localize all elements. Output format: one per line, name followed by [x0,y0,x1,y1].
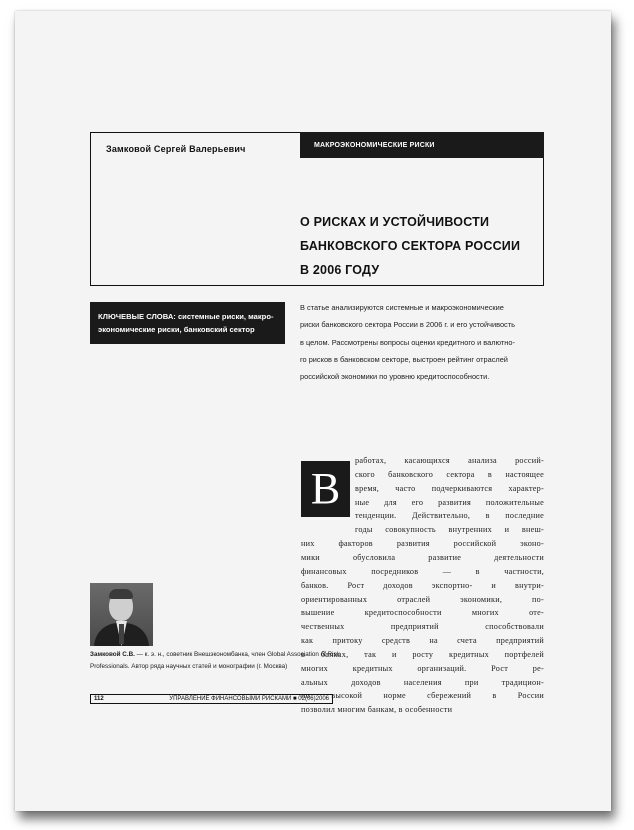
body-line: ориентированных отраслей экономики, по- [301,594,544,604]
keywords-line: экономические риски, банковский сектор [98,325,255,334]
title-line: БАНКОВСКОГО СЕКТОРА РОССИИ [300,239,521,253]
body-line: финансовых посредников — в частности, [301,566,544,576]
body-line: многих кредитных организаций. Рост ре- [301,663,544,673]
body-line: вышение кредитоспособности многих оте- [301,608,544,618]
drop-cap: В [301,461,350,517]
abstract-line: го рисков в банковском секторе, выстроен рейтинг отраслей [300,354,508,364]
journal-issue: УПРАВЛЕНИЕ ФИНАНСОВЫМИ РИСКАМИ ■ 02(06)2006 [169,696,329,702]
caption-text: Professionals. Автор ряда научных статей и монографии (г. Москва) [90,662,288,670]
page-number: 112 [94,696,104,702]
keywords-box [90,302,285,344]
author-photo [90,583,153,646]
author-caption [90,649,350,672]
body-line: чественных предприятий способствовали [301,622,544,632]
keywords-line: КЛЮЧЕВЫЕ СЛОВА: системные риски, макро- [98,312,274,321]
abstract-line: В статье анализируются системные и макроэкономические [300,303,504,312]
caption-text: — к. э. н., советник Внешэкономбанка, член Global Association of Risk [134,651,340,658]
abstract-line: риски банковского сектора России в 2006 г. и его устойчивость [300,320,515,330]
body-line: позволил многим банкам, в особенности [301,705,453,715]
body-line: них факторов развития российской эконо- [301,539,544,549]
page-footer [90,694,333,704]
article-title [300,210,540,282]
body-line: банков. Рост доходов экспортно- и внутри- [301,580,544,590]
body-line: мики обусловила развитие деятельности [301,552,544,562]
abstract-line: российской экономики по уровню кредитоспособности. [300,372,490,382]
body-line: годы совокупность внутренних и внеш- [355,525,544,535]
body-line: альных доходов населения при традицион- [301,677,544,687]
author-name: Замковой Сергей Валерьевич [106,144,246,154]
body-line: ные для его развития положительные [355,497,544,507]
abstract [300,299,544,385]
caption-name: Замковой С.В. [90,651,135,658]
abstract-line: в целом. Рассмотрены вопросы оценки кредитного и валютно- [300,337,515,347]
body-line: ского банковского сектора в настоящее [355,469,544,479]
body-line: тенденции. Действительно, в последние [355,511,544,521]
title-line: В 2006 ГОДУ [300,263,380,277]
body-line: работах, касающихся анализа россий- [355,456,544,465]
title-line: О РИСКАХ И УСТОЙЧИВОСТИ [300,215,490,229]
body-line: в банках, так и росту кредитных портфелей [301,649,544,659]
body-line: но высокой норме сбережений в России [301,691,544,701]
body-line: как притоку средств на счета предприятий [301,636,544,646]
body-line: время, часто подчеркиваются характер- [355,483,544,493]
rubric-label: МАКРОЭКОНОМИЧЕСКИЕ РИСКИ [300,132,544,158]
